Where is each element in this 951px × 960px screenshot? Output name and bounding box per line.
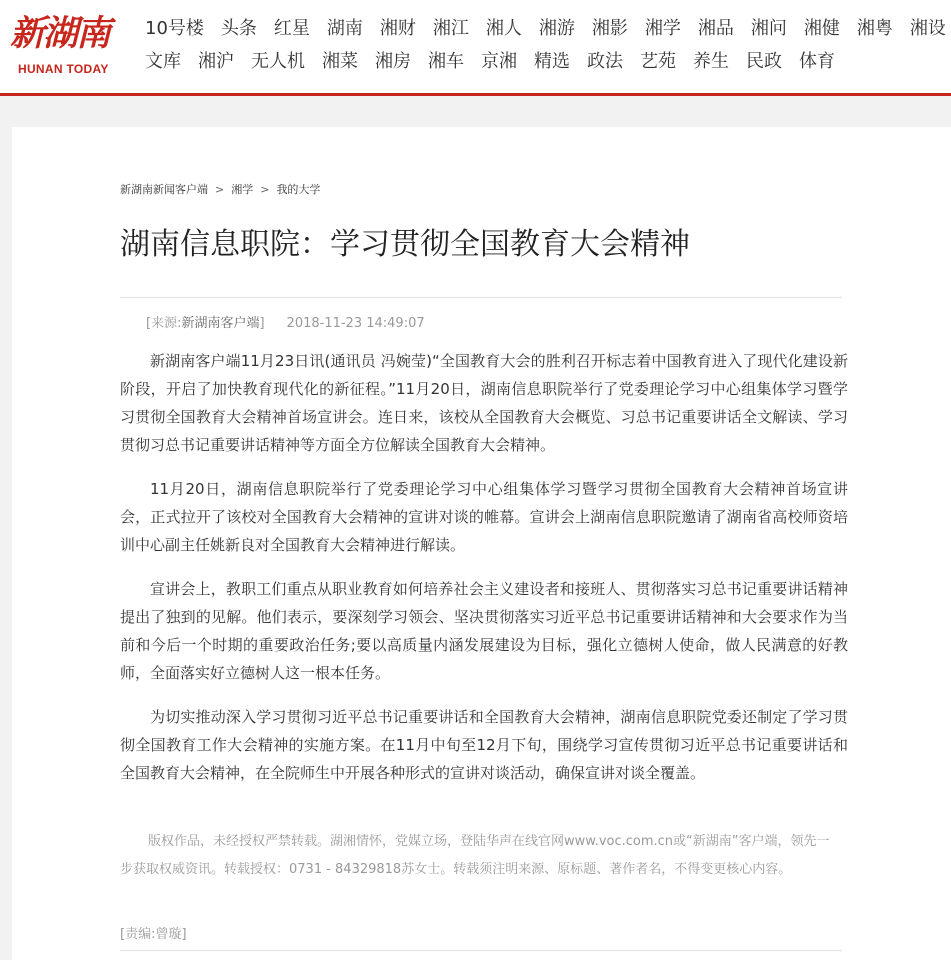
divider xyxy=(120,950,842,951)
nav-item[interactable]: 湘品 xyxy=(697,18,734,39)
nav-item[interactable]: 湘房 xyxy=(375,51,411,72)
breadcrumb-separator: > xyxy=(215,183,225,196)
nav-item[interactable]: 红星 xyxy=(273,18,310,39)
nav-item[interactable]: 湘学 xyxy=(644,18,681,39)
breadcrumb-separator: > xyxy=(260,183,270,196)
copyright-notice: 版权作品，未经授权严禁转载。湖湘情怀，党媒立场，登陆华声在线官网www.voc.com.cn或“新湖南”客户端，领先一步获取权威资讯。转载授权：0731 - 84329818苏女士。转载须注明来源、原标题、著作者名，不得变更核心内容。 xyxy=(120,834,830,877)
nav-item[interactable]: 湘人 xyxy=(485,18,522,39)
nav-item[interactable]: 湘财 xyxy=(379,18,416,39)
article-title: 湖南信息职院：学习贯彻全国教育大会精神 xyxy=(120,227,690,262)
nav-item[interactable]: 湘江 xyxy=(432,18,469,39)
nav-row-1 xyxy=(145,16,951,42)
divider xyxy=(120,297,842,298)
nav-item[interactable]: 湖南 xyxy=(326,18,363,39)
nav-item[interactable]: 体育 xyxy=(799,51,835,72)
nav-item[interactable]: 民政 xyxy=(746,51,782,72)
nav-item[interactable]: 精选 xyxy=(534,51,570,72)
breadcrumb xyxy=(120,181,320,197)
nav-item[interactable]: 无人机 xyxy=(251,51,305,72)
nav-item[interactable]: 京湘 xyxy=(481,51,517,72)
site-header xyxy=(0,0,951,96)
article-paragraph: 新湖南客户端11月23日讯(通讯员 冯婉莹)“全国教育大会的胜利召开标志着中国教育进入了现代化建设新阶段，开启了加快教育现代化的新征程。”11月20日，湖南信息职院举行了党委理论学习中心组集体学习暨学习贯彻全国教育大会精神首场宣讲会。连日来，该校从全国教育大会概览、习总书记重要讲话全文解读、学习贯彻习总书记重要讲话精神等方面全方位解读全国教育大会精神。 xyxy=(120,352,848,454)
breadcrumb-subsection[interactable]: 我的大学 xyxy=(276,183,321,196)
nav-item[interactable]: 湘影 xyxy=(591,18,628,39)
nav-item[interactable]: 湘健 xyxy=(803,18,840,39)
breadcrumb-section[interactable]: 湘学 xyxy=(231,183,254,196)
nav-item[interactable]: 头条 xyxy=(220,18,257,39)
article-paragraph: 宣讲会上，教职工们重点从职业教育如何培养社会主义建设者和接班人、贯彻落实习总书记重要讲话精神提出了独到的见解。他们表示，要深刻学习领会、坚决贯彻落实习近平总书记重要讲话精神和大会要求作为当前和今后一个时期的重要政治任务;要以高质量内涵发展建设为目标，强化立德树人使命，做人民满意的好教师，全面落实好立德树人这一根本任务。 xyxy=(120,580,848,682)
nav-item[interactable]: 艺苑 xyxy=(640,51,676,72)
nav-row-2 xyxy=(145,49,852,75)
logo-text: 新湖南 xyxy=(10,13,110,54)
nav-item[interactable]: 养生 xyxy=(693,51,729,72)
source-name: 新湖南客户端 xyxy=(181,316,260,331)
nav-item[interactable]: 湘设 xyxy=(909,18,946,39)
article-paragraph: 11月20日，湖南信息职院举行了党委理论学习中心组集体学习暨学习贯彻全国教育大会精神首场宣讲会，正式拉开了该校对全国教育大会精神的宣讲对谈的帷幕。宣讲会上湖南信息职院邀请了湖南省高校师资培训中心副主任姚新良对全国教育大会精神进行解读。 xyxy=(120,480,848,554)
nav-item[interactable]: 湘沪 xyxy=(198,51,234,72)
nav-item[interactable]: 湘问 xyxy=(750,18,787,39)
nav-item[interactable]: 政法 xyxy=(587,51,623,72)
nav-item[interactable]: 湘粤 xyxy=(856,18,893,39)
source-prefix: [来源: xyxy=(146,316,182,331)
article-paragraph: 为切实推动深入学习贯彻习近平总书记重要讲话和全国教育大会精神，湖南信息职院党委还制定了学习贯彻全国教育工作大会精神的实施方案。在11月中旬至12月下旬，围绕学习宣传贯彻习近平总书记重要讲话和全国教育大会精神，在全院师生中开展各种形式的宣讲对谈活动，确保宣讲对谈全覆盖。 xyxy=(120,708,848,782)
nav-item[interactable]: 文库 xyxy=(145,51,181,72)
article-card xyxy=(12,127,951,960)
nav-item[interactable]: 湘菜 xyxy=(322,51,358,72)
site-logo[interactable] xyxy=(10,14,128,80)
nav-item[interactable]: 湘游 xyxy=(538,18,575,39)
nav-item[interactable]: 10号楼 xyxy=(145,18,204,39)
source-suffix: ] xyxy=(259,316,265,331)
editor-credit: [责编:曾璇] xyxy=(120,927,187,942)
breadcrumb-home[interactable]: 新湖南新闻客户端 xyxy=(120,183,208,196)
publish-time: 2018-11-23 14:49:07 xyxy=(286,316,425,331)
nav-item[interactable]: 湘车 xyxy=(428,51,464,72)
article-meta xyxy=(146,312,425,331)
article-body xyxy=(120,347,848,803)
logo-subtitle: HUNAN TODAY xyxy=(18,62,109,76)
